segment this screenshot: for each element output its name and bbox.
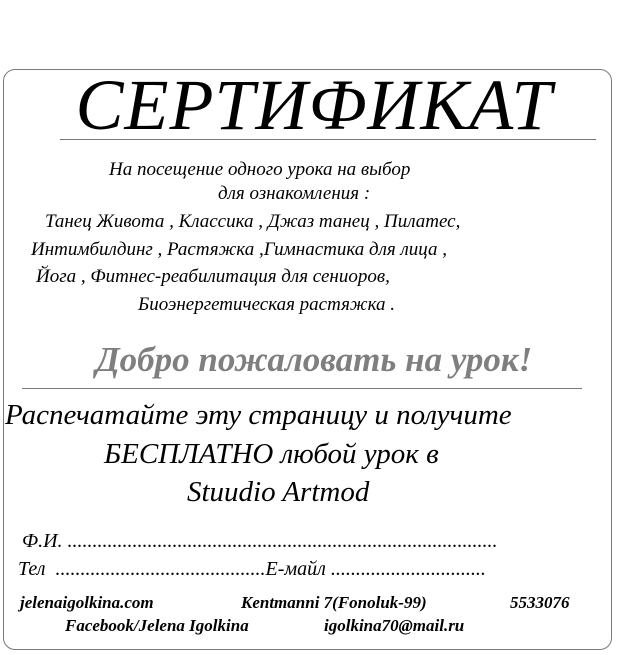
intro-line-2: для ознакомления : xyxy=(218,183,371,204)
intro-line-4: Интимбилдинг , Растяжка ,Гимнастика для лица , xyxy=(31,239,448,260)
email-fill-line: ............................... xyxy=(330,558,486,580)
intro-line-5: Йога , Фитнес-реабилитация для сениоров, xyxy=(36,266,390,287)
welcome-heading: Добро пожаловать на урок! xyxy=(95,340,533,379)
title-divider xyxy=(60,139,596,140)
website-text: jelenaigolkina.com xyxy=(20,593,154,612)
name-label: Ф.И. xyxy=(22,530,63,552)
welcome-divider xyxy=(22,388,582,389)
intro-line-6: Биоэнергетическая растяжка . xyxy=(138,294,395,315)
email-text: igolkina70@mail.ru xyxy=(324,616,465,635)
phone-text: 5533076 xyxy=(510,593,570,612)
studio-name: Stuudio Artmod xyxy=(187,476,370,508)
email-label: E-майл xyxy=(265,558,326,580)
address-text: Kentmanni 7(Fonoluk-99) xyxy=(241,593,427,612)
certificate-title: СЕРТИФИКАТ xyxy=(75,65,553,145)
name-fill-line: ...................................................................................... xyxy=(67,530,498,552)
phone-fill-line: .......................................... xyxy=(55,558,266,580)
offer-line-1: Распечатайте эту страницу и получите xyxy=(5,399,512,431)
contact-field-row xyxy=(18,558,486,581)
intro-line-1: На посещение одного урока на выбор xyxy=(109,159,411,180)
phone-label: Тел xyxy=(18,558,46,580)
name-field-row xyxy=(22,530,498,553)
intro-line-3: Танец Живота , Классика , Джаз танец , Пилатес, xyxy=(45,211,461,232)
facebook-text: Facebook/Jelena Igolkina xyxy=(65,616,249,635)
offer-line-2: БЕСПЛАТНО любой урок в xyxy=(104,438,439,470)
